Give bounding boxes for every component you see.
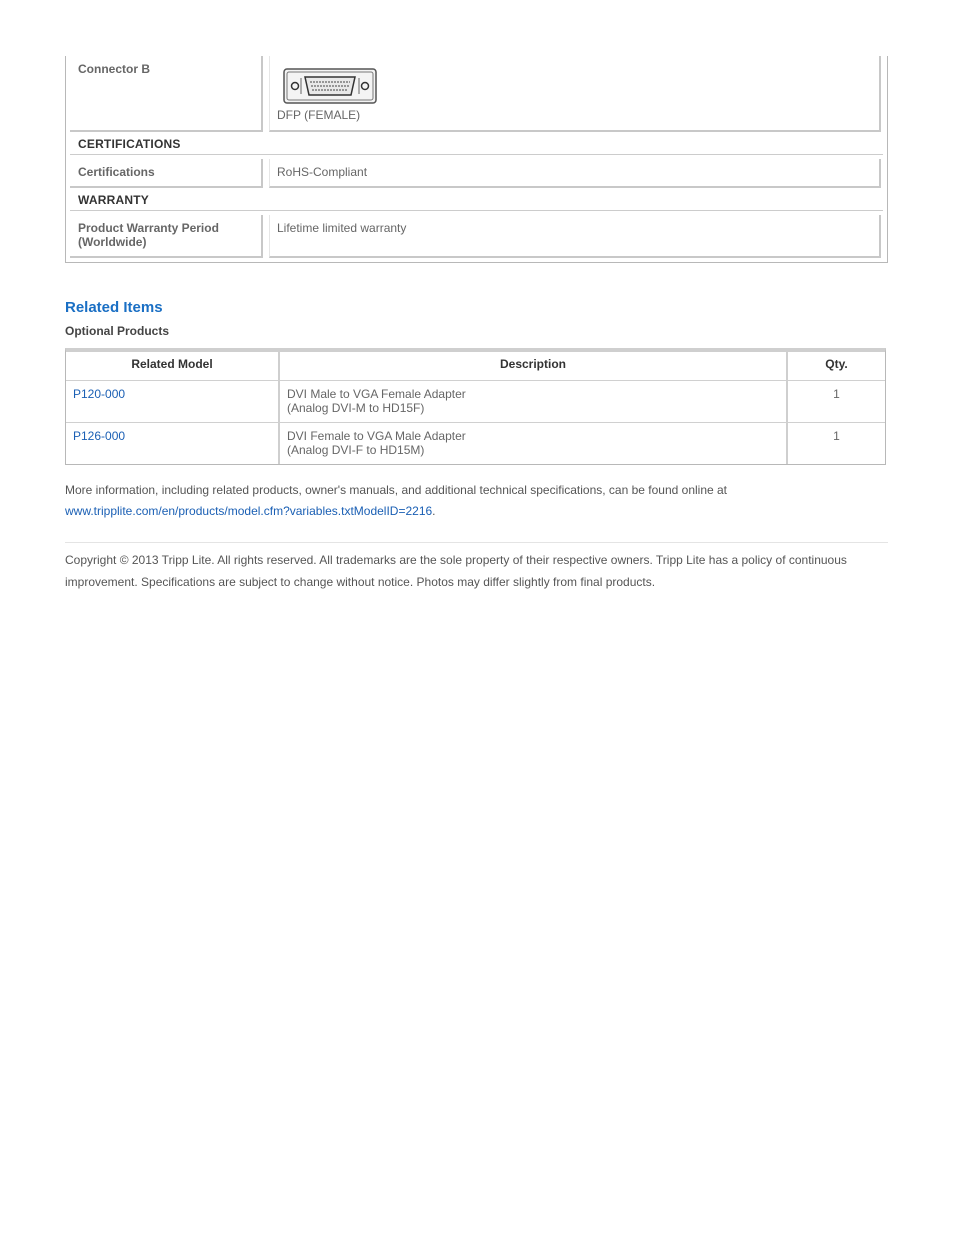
spec-label: Connector B — [70, 56, 263, 132]
connector-caption: DFP (FEMALE) — [277, 108, 361, 122]
spec-row-certifications — [70, 159, 883, 188]
description-line: (Analog DVI-F to HD15M) — [287, 443, 425, 457]
qty-cell: 1 — [833, 387, 840, 401]
copyright-text: Copyright © 2013 Tripp Lite. All rights reserved. All trademarks are the sole property of their respective owners. Tripp Lite has a policy of continuous improvement. Specifications are subject to change without notice. Photos may differ slightly from final products. — [65, 553, 847, 589]
spec-label — [70, 215, 263, 258]
spec-label-line: Product Warranty Period — [78, 221, 219, 235]
spec-value: Lifetime limited warranty — [269, 215, 881, 258]
model-link[interactable]: P120-000 — [73, 387, 126, 401]
row-divider — [66, 380, 885, 381]
more-info-text — [65, 480, 888, 522]
description-cell — [280, 424, 786, 462]
spec-label: Certifications — [70, 159, 263, 188]
qty-cell: 1 — [833, 429, 840, 443]
spec-row-warranty — [70, 215, 883, 258]
row-divider — [66, 422, 885, 423]
spec-row-connector-b — [70, 56, 883, 132]
more-info-suffix: . — [432, 504, 436, 518]
description-line: DVI Male to VGA Female Adapter — [287, 387, 466, 401]
table-row — [66, 424, 278, 448]
dfp-female-connector-icon — [283, 68, 377, 104]
column-header-qty: Qty. — [825, 357, 848, 371]
section-header-warranty: WARRANTY — [70, 189, 883, 211]
description-line: (Analog DVI-M to HD15F) — [287, 401, 425, 415]
more-info-sentence: More information, including related products, owner's manuals, and additional technical specifications, can be found online at — [65, 483, 728, 497]
table-row — [66, 382, 278, 406]
description-cell — [280, 382, 786, 420]
column-header-description: Description — [499, 357, 566, 371]
column-header-model: Related Model — [131, 357, 213, 371]
related-products-table — [65, 348, 886, 465]
optional-products-heading: Optional Products — [65, 324, 170, 338]
model-link[interactable]: P126-000 — [73, 429, 126, 443]
description-line: DVI Female to VGA Male Adapter — [287, 429, 466, 443]
spec-table — [65, 56, 888, 263]
spec-value — [269, 56, 881, 132]
spec-value: RoHS-Compliant — [269, 159, 881, 188]
product-page-link[interactable]: www.tripplite.com/en/products/model.cfm?variables.txtModelID=2216 — [65, 504, 433, 518]
section-header-certifications: CERTIFICATIONS — [70, 133, 883, 155]
spec-label-line: (Worldwide) — [78, 235, 147, 249]
related-items-heading: Related Items — [65, 299, 163, 316]
footer-divider — [65, 542, 888, 543]
